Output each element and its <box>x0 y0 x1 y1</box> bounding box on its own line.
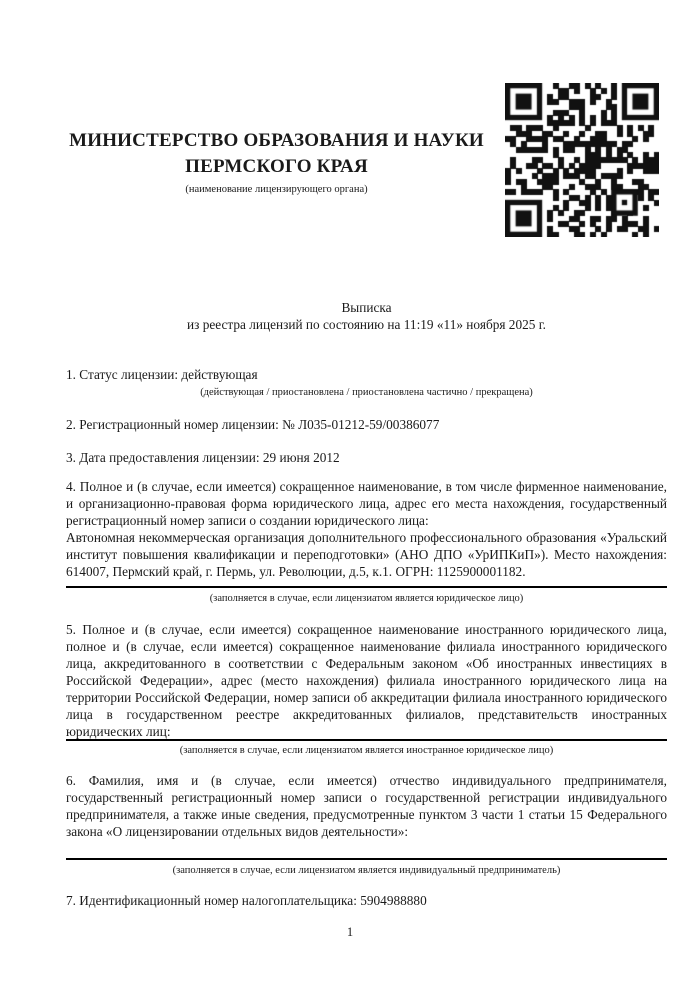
ministry-name-line2: ПЕРМСКОГО КРАЯ <box>185 156 368 177</box>
license-status-item <box>66 366 667 383</box>
ministry-name-line1: МИНИСТЕРСТВО ОБРАЗОВАНИЯ И НАУКИ <box>69 130 484 151</box>
licensing-authority-header <box>66 128 487 197</box>
legal-entity-field-underline <box>66 586 667 588</box>
grant-date-text: 3. Дата предоставления лицензии: 29 июня 2012 <box>66 450 340 465</box>
legal-entity-item <box>66 478 667 580</box>
foreign-entity-item <box>66 621 667 740</box>
registration-number-item <box>66 416 667 433</box>
taxpayer-id-text: 7. Идентификационный номер налогоплательщика: 5904988880 <box>66 893 427 908</box>
qr-code <box>505 83 659 237</box>
entrepreneur-field-underline <box>66 858 667 860</box>
entrepreneur-caption: (заполняется в случае, если лицензиатом является индивидуальный предприниматель) <box>172 865 561 876</box>
qr-code-image <box>505 83 659 237</box>
legal-entity-caption: (заполняется в случае, если лицензиатом является юридическое лицо) <box>209 593 524 604</box>
document-title <box>66 299 667 333</box>
foreign-entity-label: 5. Полное и (в случае, если имеется) сокращенное наименование иностранного юридического лица, полное и (в случае, если имеется) сокращенное наименование филиала иностранного юридического лица, аккредитованного в соответствии с Федеральным законом «Об иностранных инвестициях в Российской Федерации», адрес (место нахождения) филиала иностранного юридического лица на территории Российской Федерации, номер записи об аккредитации филиала иностранного юридического лица в государственном реестре аккредитованных филиалов, представительств иностранных юридических лиц: <box>66 622 667 739</box>
registration-number-text: 2. Регистрационный номер лицензии: № Л035-01212-59/00386077 <box>66 417 440 432</box>
entrepreneur-item <box>66 772 667 840</box>
foreign-entity-field-underline <box>66 739 667 741</box>
ministry-caption: (наименование лицензирующего органа) <box>185 184 368 195</box>
legal-entity-value: Автономная некоммерческая организация дополнительного профессионального образования «Уральский институт повышения квалификации и переподготовки» (АНО ДПО «УрИПКиП»). Место нахождения: 614007, Пермский край, г. Пермь, ул. Революции, д.5, к.1. ОГРН: 1125900001182. <box>66 530 667 579</box>
foreign-entity-caption: (заполняется в случае, если лицензиатом является иностранное юридическое лицо) <box>179 745 554 756</box>
document-title-line2: из реестра лицензий по состоянию на 11:19 «11» ноября 2025 г. <box>187 317 546 332</box>
entrepreneur-label: 6. Фамилия, имя и (в случае, если имеется) отчество индивидуального предпринимателя, государственный регистрационный номер записи о государственной регистрации индивидуального предпринимателя, а также иные сведения, предусмотренные пунктом 3 части 1 статьи 15 Федерального закона «О лицензировании отдельных видов деятельности»: <box>66 773 667 839</box>
document-title-line1: Выписка <box>341 300 392 315</box>
taxpayer-id-item <box>66 892 667 909</box>
page-number: 1 <box>346 925 354 939</box>
license-status-text: 1. Статус лицензии: действующая <box>66 367 258 382</box>
legal-entity-label: 4. Полное и (в случае, если имеется) сокращенное наименование, в том числе фирменное наименование, и организационно-правовая форма юридического лица, адрес его места нахождения, государственный регистрационный номер записи о создании юридического лица: <box>66 479 667 528</box>
license-status-options-caption: (действующая / приостановлена / приостановлена частично / прекращена) <box>200 387 533 398</box>
grant-date-item <box>66 449 667 466</box>
